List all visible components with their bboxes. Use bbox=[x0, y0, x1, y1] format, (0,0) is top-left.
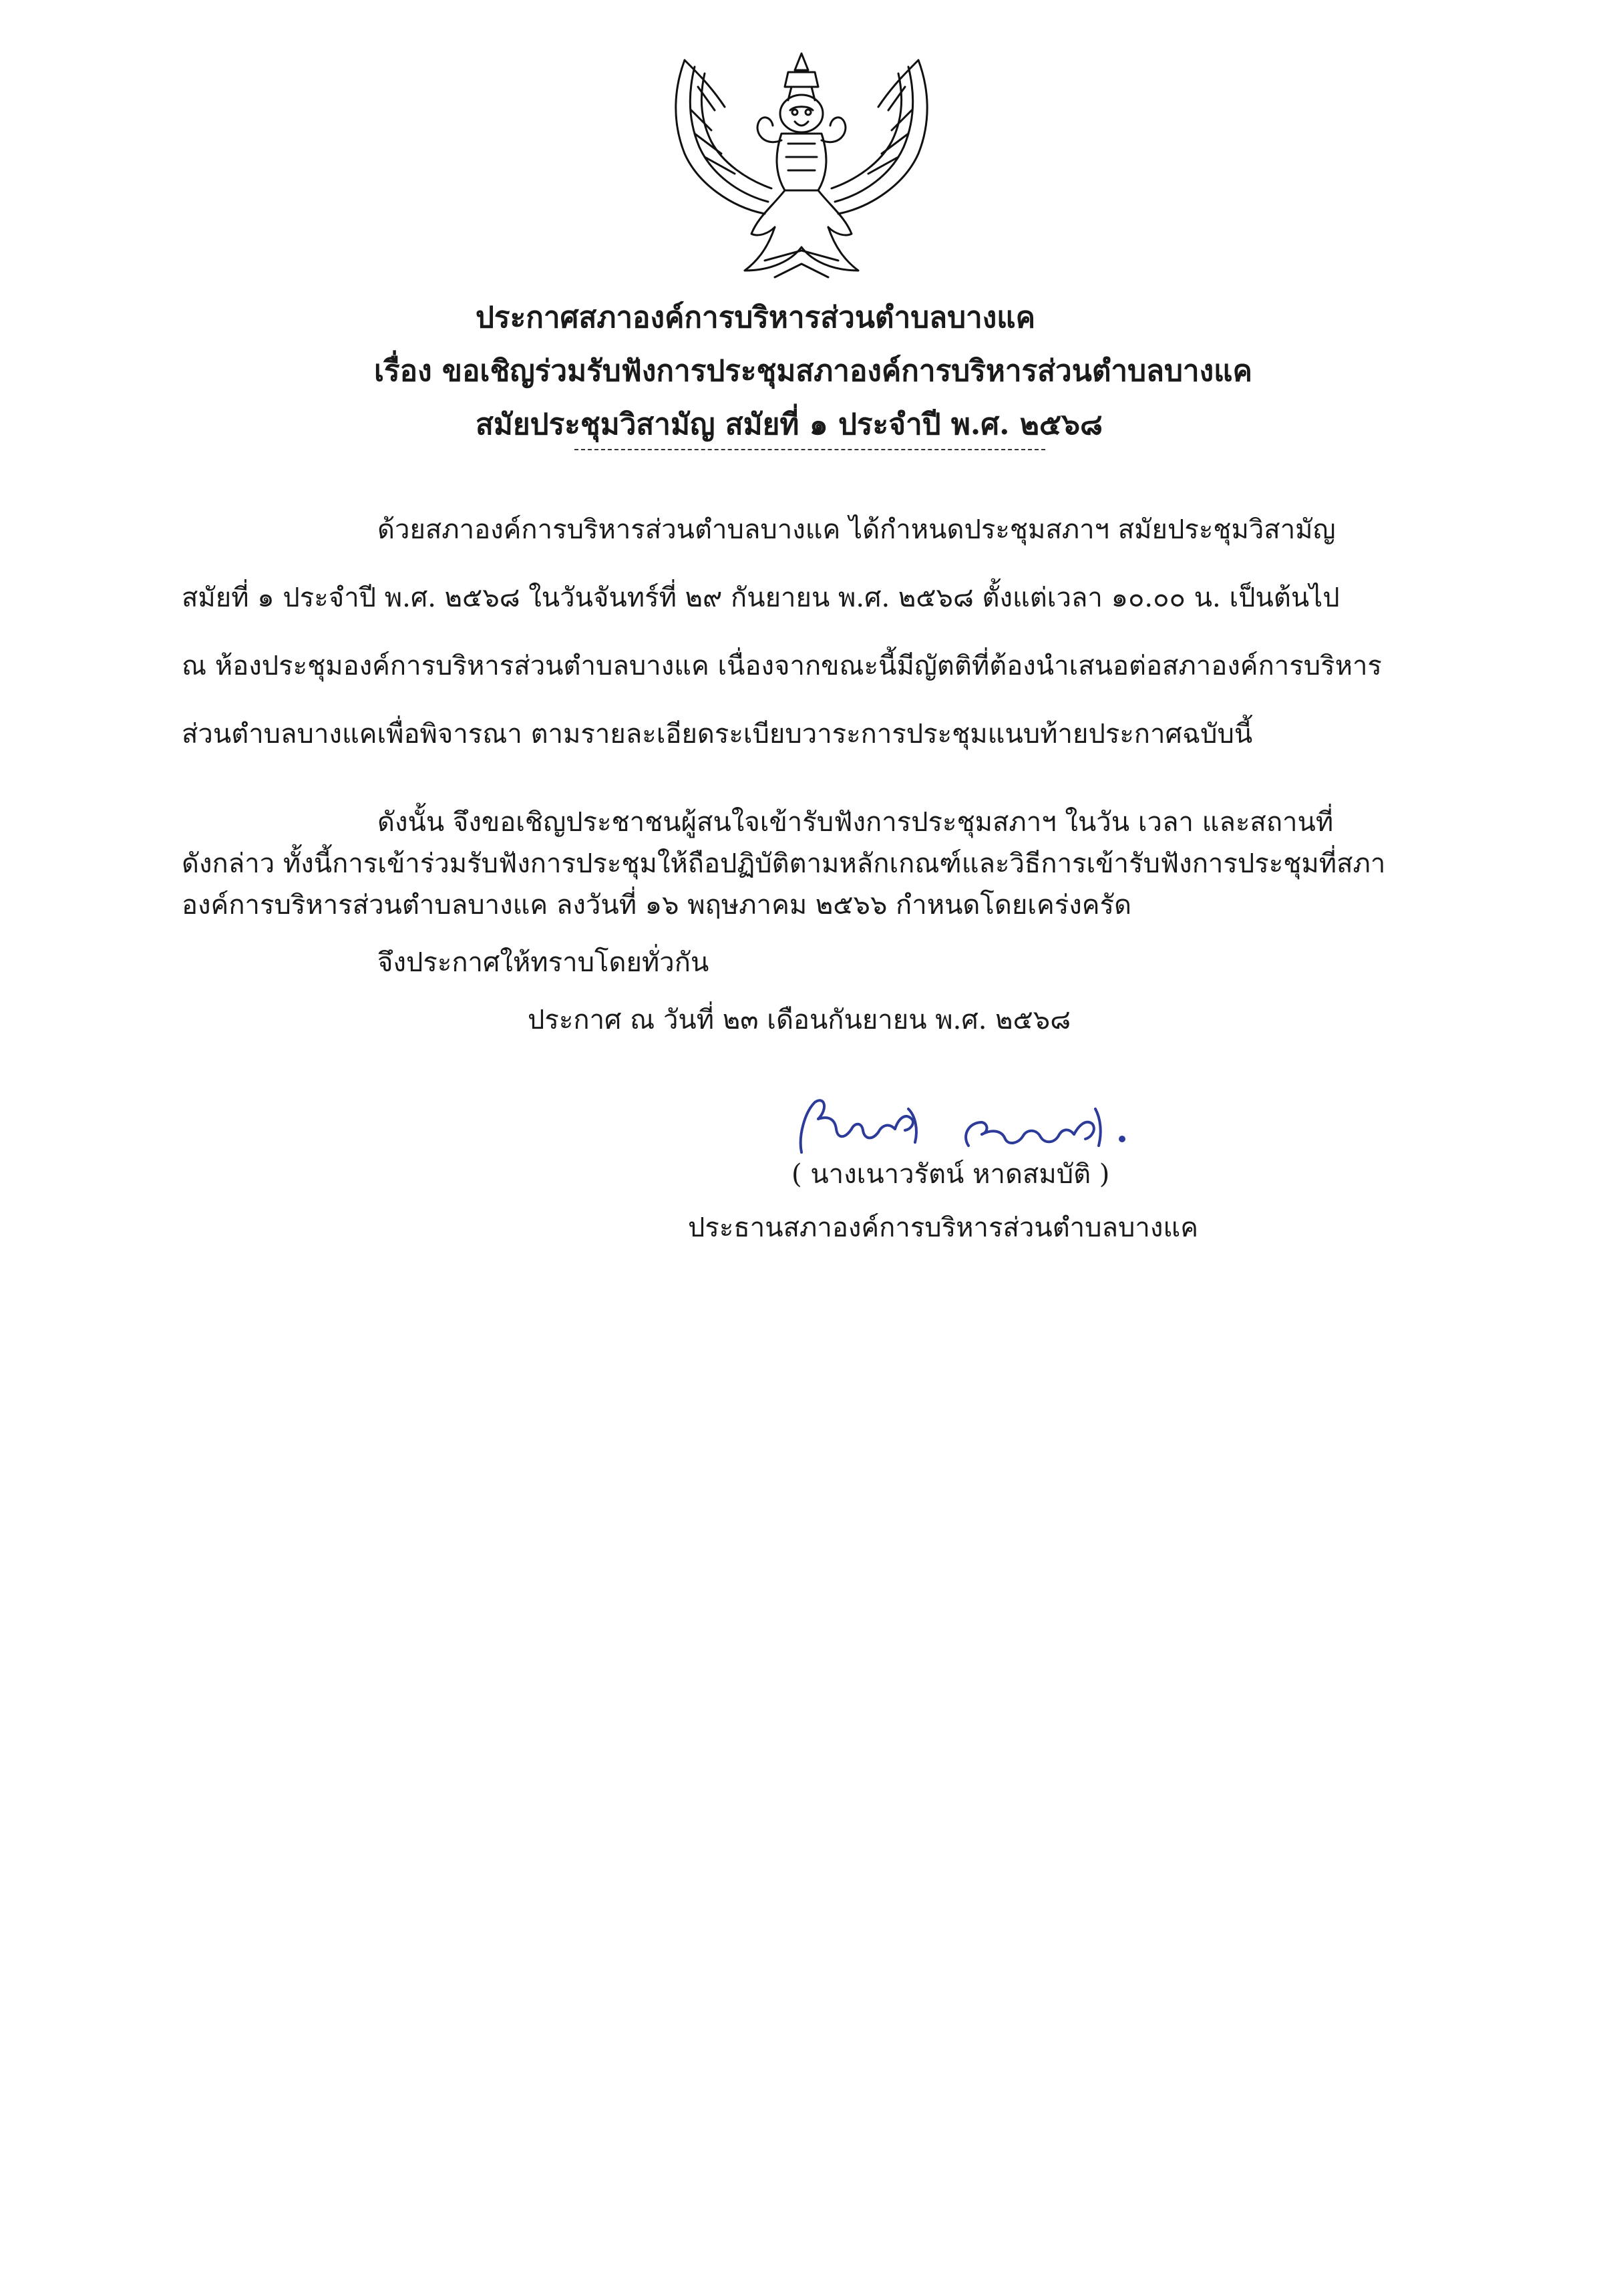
announcement-session: สมัยประชุมวิสามัญ สมัยที่ ๑ ประจำปี พ.ศ. ๒๕๖๘ bbox=[476, 407, 1103, 442]
paragraph1-line3: ณ ห้องประชุมองค์การบริหารส่วนตำบลบางแค เนื่องจากขณะนี้มีญัตติที่ต้องนำเสนอต่อสภาองค์การบริหาร bbox=[182, 651, 1382, 681]
announcement-title: ประกาศสภาองค์การบริหารส่วนตำบลบางแค bbox=[476, 301, 1035, 335]
closing-statement: จึงประกาศให้ทราบโดยทั่วกัน bbox=[377, 947, 709, 978]
signer-title: ประธานสภาองค์การบริหารส่วนตำบลบางแค bbox=[688, 1212, 1198, 1243]
paragraph2-line1: ดังนั้น จึงขอเชิญประชาชนผู้สนใจเข้ารับฟังการประชุมสภาฯ ในวัน เวลา และสถานที่ bbox=[377, 807, 1334, 838]
paragraph2-line2: ดังกล่าว ทั้งนี้การเข้าร่วมรับฟังการประชุมให้ถือปฏิบัติตามหลักเกณฑ์และวิธีการเข้ารับฟังการประชุมที่สภา bbox=[182, 848, 1386, 879]
signer-name: ( นางเนาวรัตน์ หาดสมบัติ ) bbox=[791, 1159, 1110, 1190]
paragraph1-line2: สมัยที่ ๑ ประจำปี พ.ศ. ๒๕๖๘ ในวันจันทร์ที่ ๒๙ กันยายน พ.ศ. ๒๕๖๘ ตั้งแต่เวลา ๑๐.๐๐ น. เป็นต้นไป bbox=[182, 583, 1340, 613]
announcement-date: ประกาศ ณ วันที่ ๒๓ เดือนกันยายน พ.ศ. ๒๕๖๘ bbox=[528, 1005, 1071, 1035]
paragraph1-line4: ส่วนตำบลบางแคเพื่อพิจารณา ตามรายละเอียดระเบียบวาระการประชุมแนบท้ายประกาศฉบับนี้ bbox=[182, 719, 1253, 750]
garuda-emblem-icon bbox=[658, 47, 945, 287]
header-divider bbox=[574, 449, 1045, 450]
paragraph2-line3: องค์การบริหารส่วนตำบลบางแค ลงวันที่ ๑๖ พฤษภาคม ๒๕๖๖ กำหนดโดยเคร่งครัด bbox=[182, 890, 1131, 921]
announcement-subject: เรื่อง ขอเชิญร่วมรับฟังการประชุมสภาองค์การบริหารส่วนตำบลบางแค bbox=[374, 354, 1252, 388]
paragraph1-line1: ด้วยสภาองค์การบริหารส่วนตำบลบางแค ได้กำหนดประชุมสภาฯ สมัยประชุมวิสามัญ bbox=[377, 514, 1336, 545]
